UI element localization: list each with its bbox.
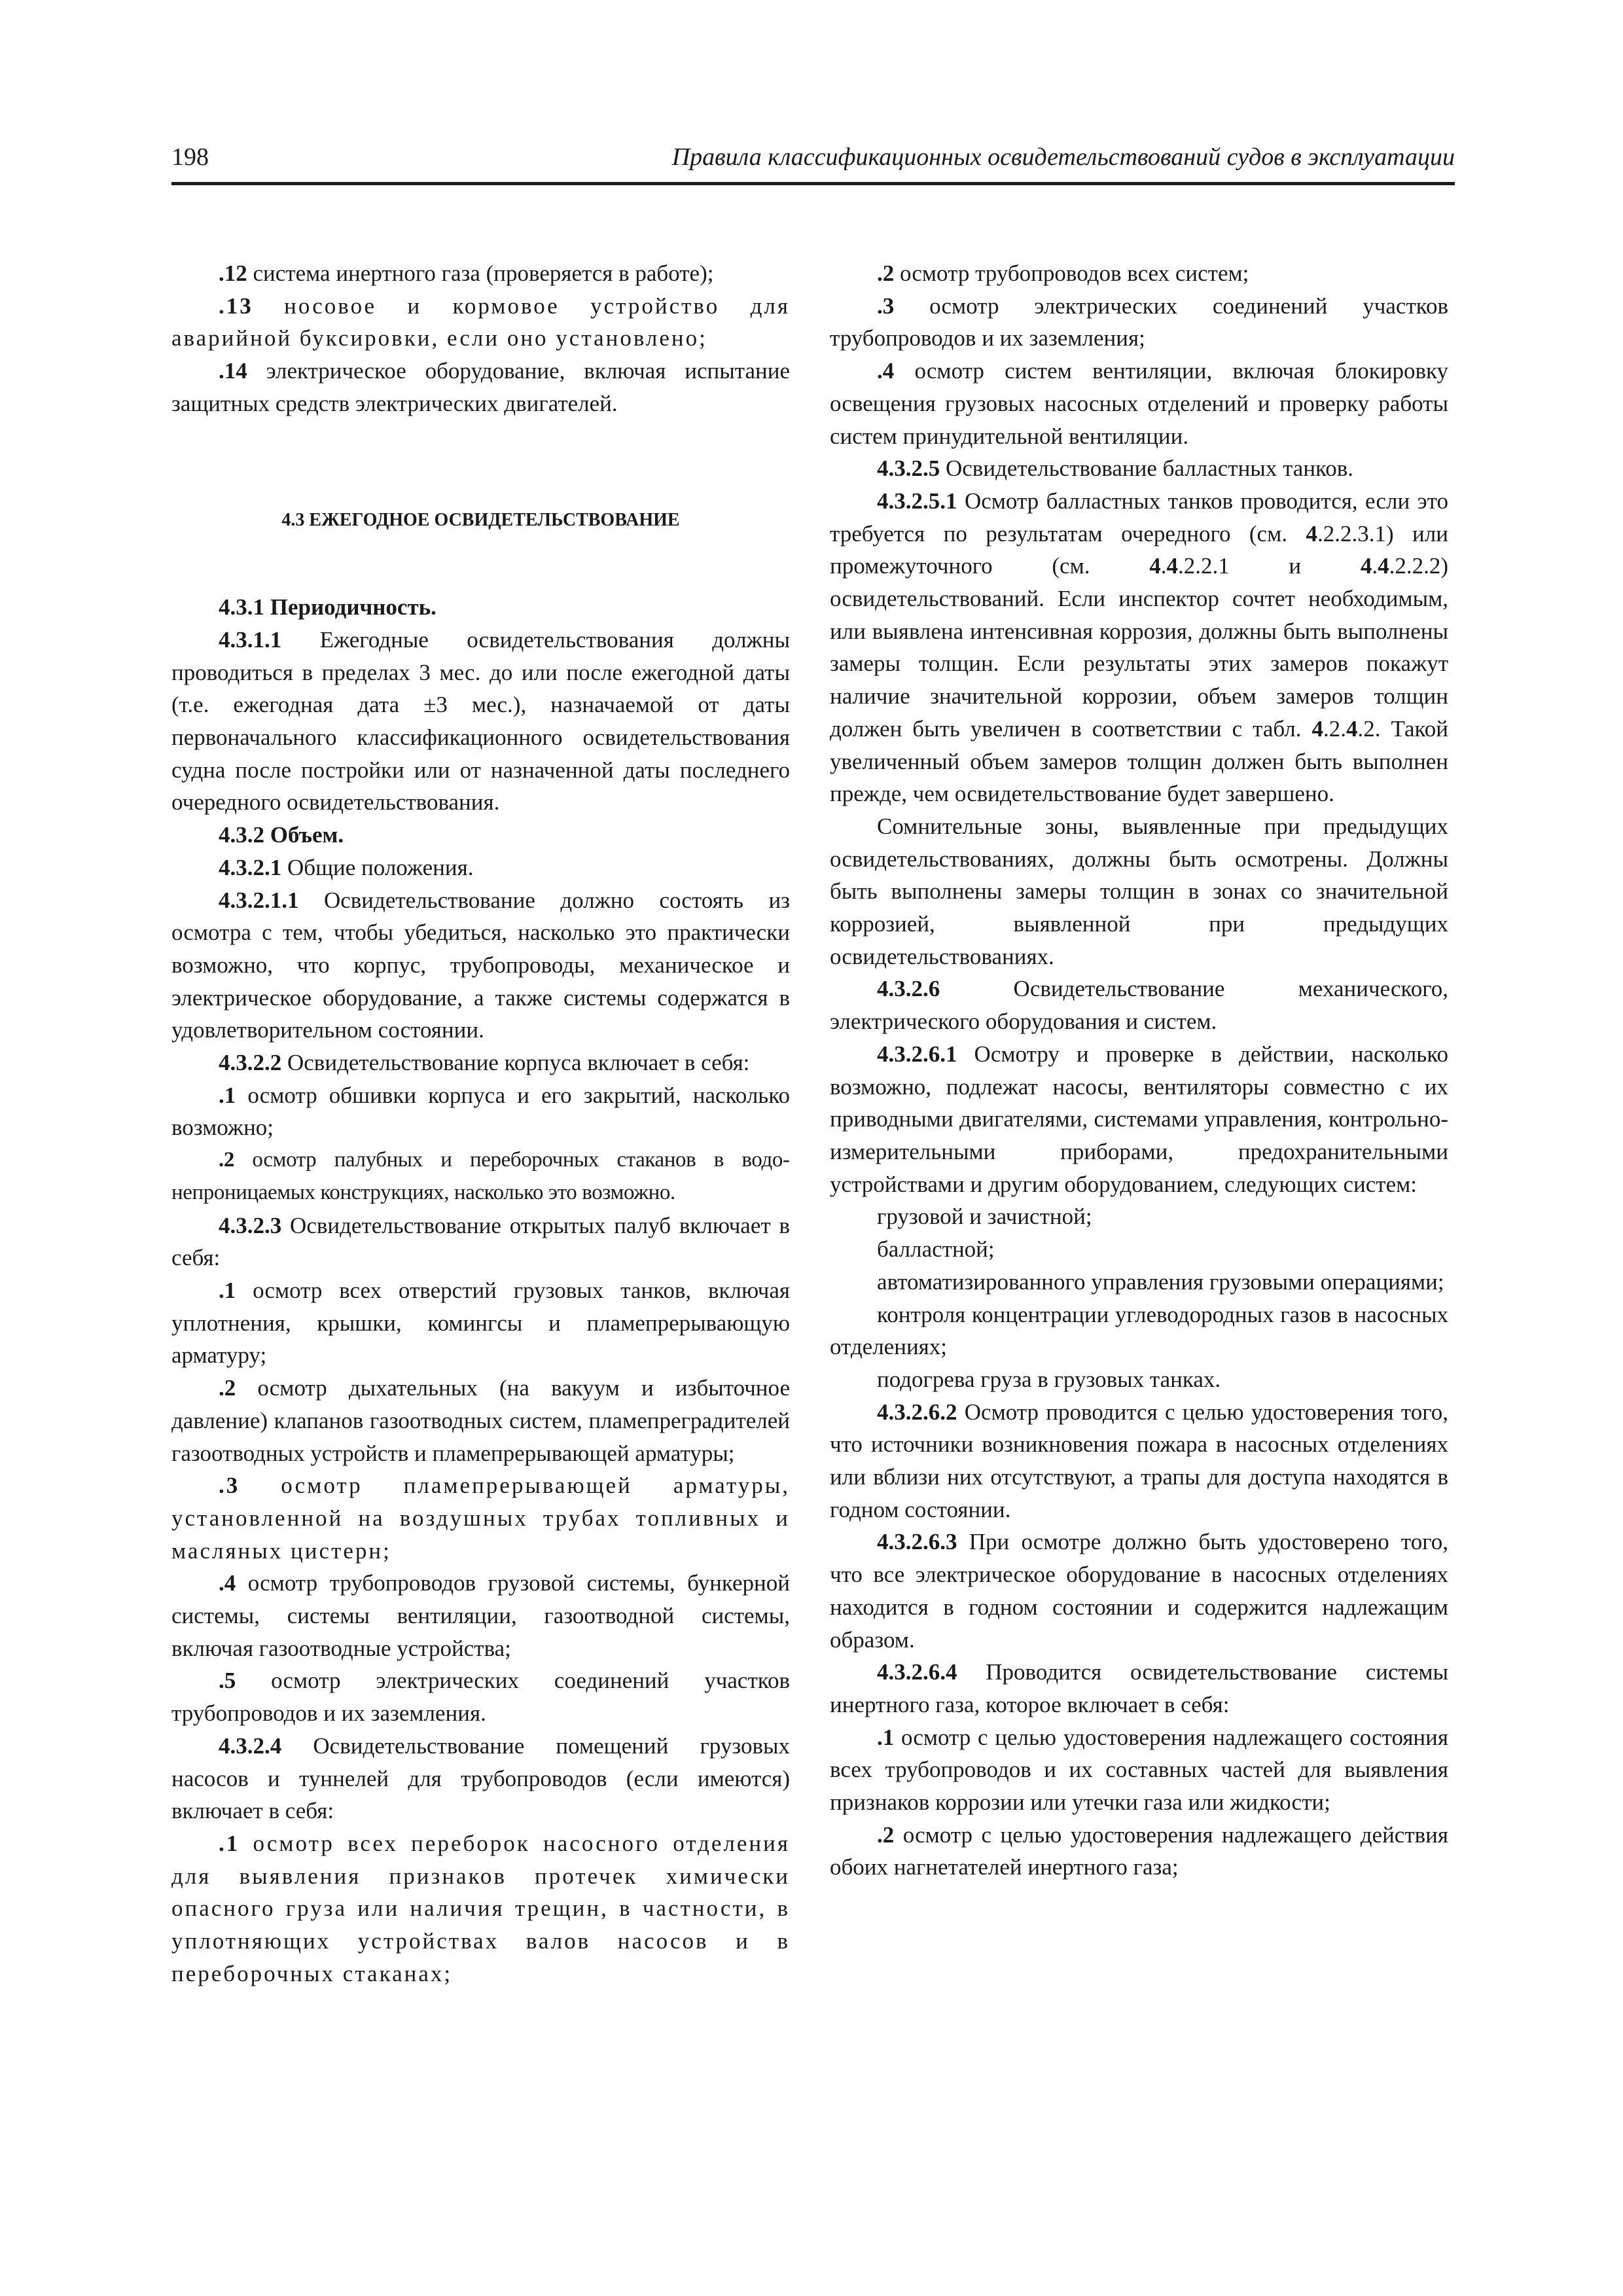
right-column: [830, 257, 1448, 1884]
paragraph: [830, 485, 1448, 810]
list-item: [171, 1274, 790, 1372]
paragraph-text: Освидетельствование должно состоять из осмотра с тем, чтобы убедиться, насколько это практически возможно, что корпус, трубопроводы, механическое и электрическое оборудование, а также системы содержатся в удовлетворительном состоянии.: [171, 887, 790, 1043]
paragraph-text: Освидетельствование корпуса включает в себя:: [281, 1050, 750, 1076]
paragraph: [171, 852, 790, 884]
item-number: .3: [219, 1473, 240, 1499]
paragraph-text: Освидетельствование помещений грузовых насосов и туннелей для трубопроводов (если имеются) включает в себя:: [171, 1732, 790, 1824]
paragraph-text: Ежегодные освидетельствования должны проводиться в пределах 3 мес. до или после ежегодной даты (т.е. ежегодная дата ±3 мес.), назначаемой от даты первоначального классификационного освидетельствования судна после постройки или от назначенной даты последнего очередного освидетельствования.: [171, 626, 790, 816]
paragraph: [830, 973, 1448, 1037]
item-text: осмотр систем вентиляции, включая блокировку освещения грузовых насосных отделений и проверку работы систем принудительной вентиляции.: [830, 358, 1448, 449]
paragraph-text: Освидетельствование механического, электрического оборудования и систем.: [830, 976, 1448, 1035]
paragraph-text: При осмотре должно быть удостоверено того, что все электрическое оборудование в насосных отделениях находится в годном состоянии и содержится надлежащим образом.: [830, 1529, 1448, 1653]
item-text: система инертного газа (проверяется в работе);: [247, 260, 714, 286]
clause-number: 4.3.2.6.4: [877, 1659, 957, 1685]
subsection-heading: 4.3.2 Объем.: [219, 822, 344, 848]
paragraph-text: .: [1372, 553, 1378, 579]
paragraph-text: .: [1160, 553, 1167, 579]
item-text: осмотр трубопроводов всех систем;: [894, 260, 1249, 286]
clause-number: 4.3.2.1.1: [219, 887, 299, 913]
reference-chapter: 4: [1149, 553, 1161, 579]
paragraph-text: .2.: [1323, 715, 1347, 742]
paragraph: [171, 1210, 790, 1274]
paragraph: [171, 624, 790, 819]
item-number: .4: [219, 1570, 236, 1596]
item-number: .1: [219, 1277, 236, 1303]
list-item: [171, 1372, 790, 1469]
item-text: осмотр с целью удостоверения надлежащего состояния всех трубопроводов и их составных частей для выявления признаков коррозии или утечки газа или жидкости;: [830, 1724, 1448, 1816]
left-column: [171, 257, 790, 1990]
list-item: автоматизированного управления грузовыми операциями;: [877, 1268, 1444, 1295]
list-item: грузовой и зачистной;: [877, 1204, 1092, 1230]
paragraph-text: .2.2.1 и: [1177, 553, 1361, 579]
paragraph: [171, 1730, 790, 1827]
list-item: [171, 355, 790, 420]
list-item: [171, 257, 790, 290]
item-text: осмотр с целью удостоверения надлежащего действия обоих нагнетателей инертного газа;: [830, 1821, 1448, 1880]
paragraph-text: .2. Такой увеличенный объем замеров толщин должен быть выполнен прежде, чем освидетельствование будет завершено.: [830, 715, 1449, 807]
paragraph: [171, 1047, 790, 1079]
item-number: .1: [219, 1082, 236, 1108]
item-number: .1: [219, 1830, 240, 1856]
clause-number: 4.3.2.6.1: [877, 1041, 957, 1067]
list-item: контроля концентрации углеводородных газов в насосных отделениях;: [830, 1301, 1448, 1360]
list-item: [171, 1827, 790, 1990]
paragraph-text: Освидетельствование балластных танков.: [940, 456, 1354, 482]
page-header: [171, 139, 1455, 185]
paragraph-text: Осмотру и проверке в действии, насколько возможно, подлежат насосы, вентиляторы совместно с их приводными двигателями, системами управления, контрольно-измерительными приборами, предохранительными устройствами и другим оборудованием, следующих систем:: [830, 1041, 1448, 1197]
paragraph-text: Освидетельствование открытых палуб включает в себя:: [171, 1212, 790, 1271]
list-item: подогрева груза в грузовых танках.: [877, 1366, 1221, 1392]
reference-chapter: 4: [1360, 553, 1372, 579]
item-text: осмотр трубопроводов грузовой системы, бункерной системы, системы вентиляции, газоотводной системы, включая газоотводные устройства;: [171, 1570, 790, 1661]
paragraph-text: Общие положения.: [281, 854, 474, 880]
item-number: .2: [877, 1821, 895, 1848]
reference-chapter: 4: [1311, 715, 1324, 742]
item-number: .1: [877, 1724, 895, 1750]
reference-chapter: 4: [1346, 715, 1358, 742]
page-number: 198: [171, 143, 209, 171]
reference-chapter: 4: [1306, 520, 1317, 547]
paragraph-text: Осмотр балластных танков проводится, если это требуется по результатам очередного (см.: [830, 488, 1448, 547]
item-number: .14: [219, 358, 247, 384]
item-text: осмотр обшивки корпуса и его закрытий, насколько возможно;: [171, 1082, 790, 1141]
paragraph: [830, 452, 1448, 485]
reference-chapter: 4: [1166, 553, 1178, 579]
list-item: [171, 1079, 790, 1144]
item-text: осмотр пламепрерывающей арматуры, установленной на воздушных трубах топливных и масляных цистерн;: [171, 1473, 790, 1564]
item-number: .13: [219, 293, 253, 319]
clause-number: 4.3.2.2: [219, 1050, 282, 1076]
item-text: осмотр палубных и переборочных стаканов в водонепроницаемых конструкциях, насколько это возможно.: [171, 1148, 790, 1204]
paragraph: [171, 884, 790, 1047]
item-text: электрическое оборудование, включая испытание защитных средств электрических двигателей.: [171, 358, 790, 416]
reference-chapter: 4: [1378, 553, 1389, 579]
item-text: осмотр дыхательных (на вакуум и избыточное давление) клапанов газоотводных систем, пламепреградителей газоотводных устройств и пламепрерывающей арматуры;: [171, 1375, 790, 1466]
item-text: осмотр всех отверстий грузовых танков, включая уплотнения, крышки, комингсы и пламепрерывающую арматуру;: [171, 1277, 790, 1369]
paragraph-text: Проводится освидетельствование системы инертного газа, которое включает в себя:: [830, 1659, 1448, 1717]
list-item: [830, 257, 1448, 290]
list-item: [171, 1469, 790, 1567]
paragraph: Сомнительные зоны, выявленные при предыдущих освидетельствованиях, должны быть осмотрены. Должны быть выполнены замеры толщин в зонах со значительной коррозией, выявленной при предыдущих освидетельствованиях.: [830, 813, 1448, 969]
list-item: [171, 1664, 790, 1729]
clause-number: 4.3.2.4: [219, 1732, 282, 1759]
item-number: .4: [877, 358, 895, 384]
section-title: 4.3 ЕЖЕГОДНОЕ ОСВИДЕТЕЛЬСТВОВАНИЕ: [281, 509, 680, 530]
list-item: [171, 1144, 790, 1209]
item-text: осмотр электрических соединений участков трубопроводов и их заземления.: [171, 1668, 790, 1727]
clause-number: 4.3.2.6: [877, 976, 940, 1002]
list-item: балластной;: [877, 1236, 995, 1263]
list-item: [830, 290, 1448, 355]
running-title: Правила классификационных освидетельствований судов в эксплуатации: [671, 143, 1455, 171]
item-text: осмотр всех переборок насосного отделения для выявления признаков протечек химически опасного груза или наличия трещин, в частности, в уплотняющих устройствах валов насосов и в переборочных стаканах;: [171, 1830, 790, 1986]
clause-number: 4.3.2.3: [219, 1212, 282, 1238]
item-number: .3: [877, 293, 895, 319]
paragraph: [830, 1526, 1448, 1656]
paragraph: [830, 1396, 1448, 1526]
subsection-heading: 4.3.1 Периодичность.: [219, 594, 437, 620]
clause-number: 4.3.2.6.3: [877, 1529, 957, 1555]
clause-number: 4.3.2.6.2: [877, 1399, 957, 1425]
item-text: осмотр электрических соединений участков трубопроводов и их заземления;: [830, 293, 1448, 351]
list-item: [830, 1819, 1448, 1884]
item-text: носовое и кормовое устройство для аварийной буксировки, если оно установлено;: [171, 293, 790, 351]
item-number: .5: [219, 1668, 236, 1694]
clause-number: 4.3.2.1: [219, 854, 282, 880]
paragraph-text: .2.2.3.1) или промежуточного (см.: [830, 520, 1448, 579]
list-item: [171, 290, 790, 355]
clause-number: 4.3.2.5.1: [877, 488, 957, 514]
list-item: [830, 1721, 1448, 1819]
item-number: .2: [219, 1148, 234, 1172]
paragraph-text: .2.2.2) освидетельствований. Если инспектор сочтет необходимым, или выявлена интенсивная коррозия, должны быть выполнены замеры толщин. Если результаты этих замеров покажут наличие значительной коррозии, объем замеров толщин должен быть увеличен в соответствии с табл.: [830, 553, 1448, 742]
item-number: .2: [219, 1375, 236, 1401]
paragraph: [830, 1656, 1448, 1721]
list-item: [171, 1567, 790, 1664]
list-item: [830, 355, 1448, 452]
item-number: .12: [219, 260, 247, 286]
paragraph-text: Осмотр проводится с целью удостоверения того, что источники возникновения пожара в насосных отделениях или вблизи них отсутствуют, а трапы для доступа находятся в годном состоянии.: [830, 1399, 1448, 1522]
item-number: .2: [877, 260, 895, 286]
clause-number: 4.3.1.1: [219, 626, 282, 653]
paragraph: [830, 1038, 1448, 1201]
clause-number: 4.3.2.5: [877, 456, 940, 482]
